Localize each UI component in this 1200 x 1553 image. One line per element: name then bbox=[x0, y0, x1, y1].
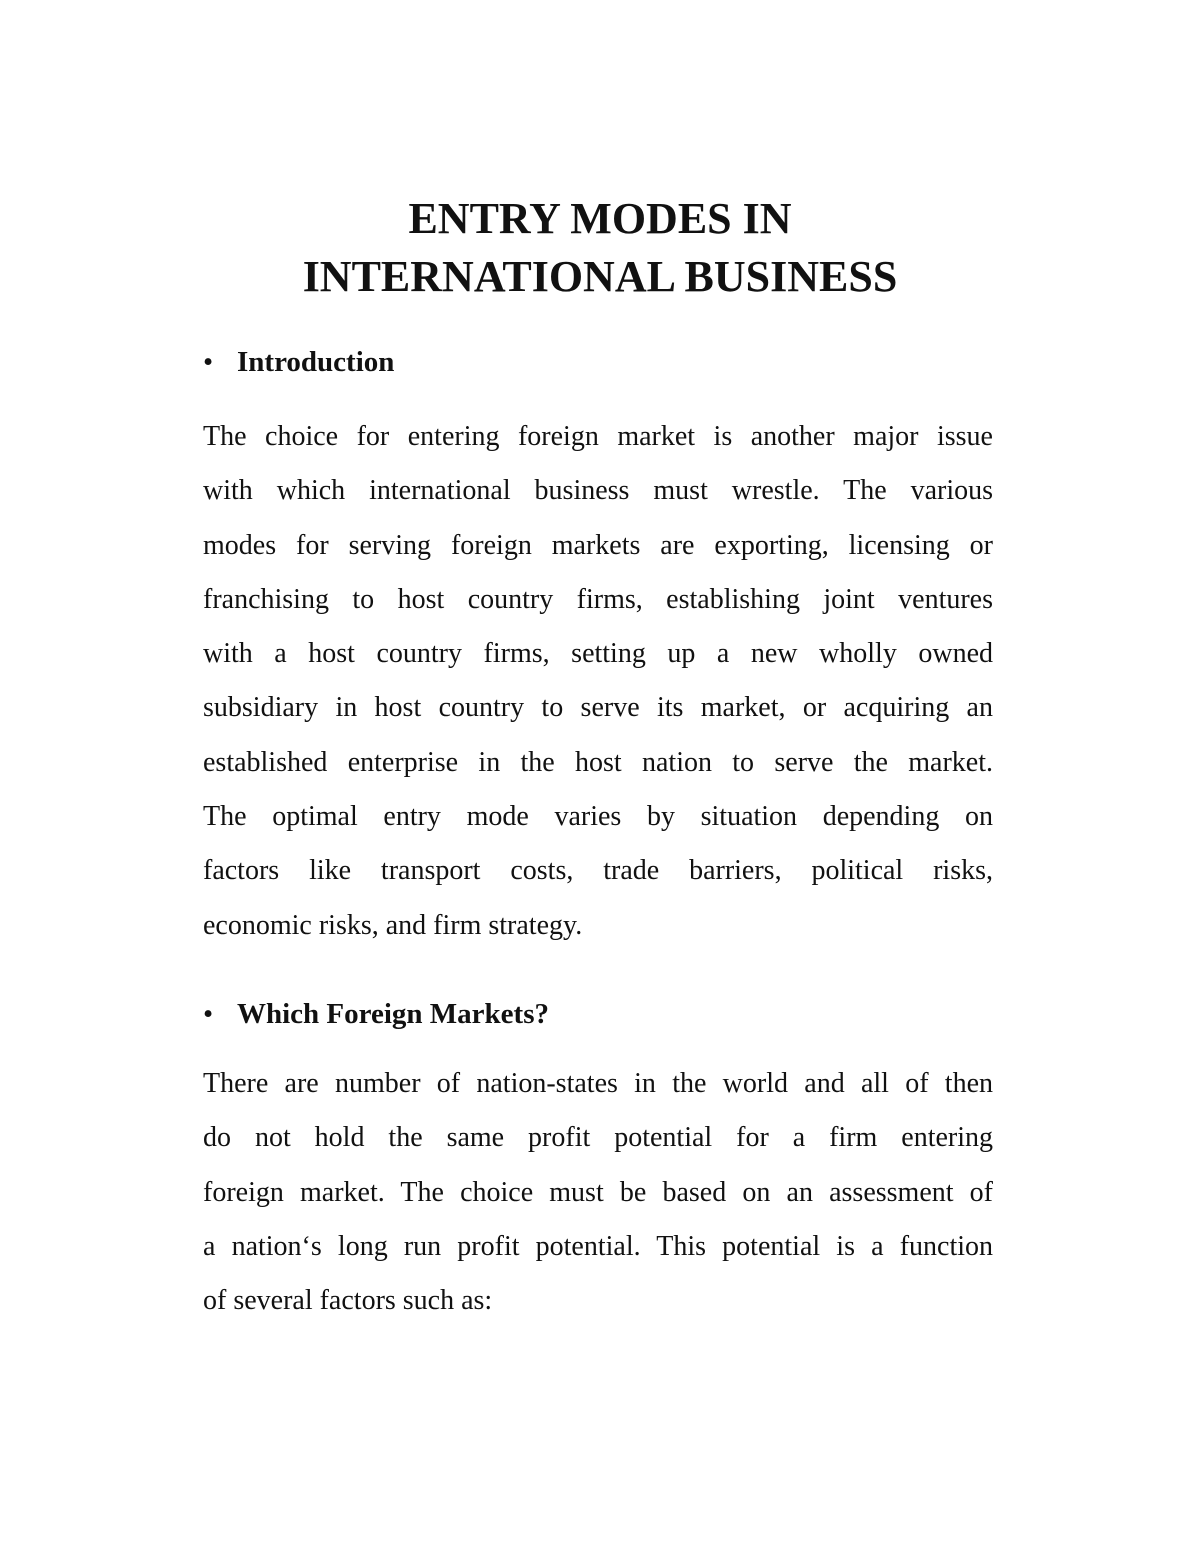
paragraph-line: modes for serving foreign markets are exporting, licensing or bbox=[203, 529, 993, 561]
section-heading-text: Which Foreign Markets? bbox=[237, 998, 549, 1030]
paragraph-line: factors like transport costs, trade barriers, political risks, bbox=[203, 855, 993, 887]
foreign-markets-paragraph bbox=[203, 1057, 993, 1328]
section-heading-introduction bbox=[203, 344, 394, 380]
paragraph-line: The optimal entry mode varies by situation depending on bbox=[203, 801, 993, 833]
bullet-icon: • bbox=[203, 346, 214, 378]
paragraph-line: economic risks, and firm strategy. bbox=[203, 909, 583, 941]
paragraph-line: do not hold the same profit potential for a firm entering bbox=[203, 1122, 993, 1154]
paragraph-line: subsidiary in host country to serve its market, or acquiring an bbox=[203, 692, 993, 724]
introduction-paragraph bbox=[203, 410, 993, 953]
paragraph-line: with a host country firms, setting up a new wholly owned bbox=[203, 638, 993, 670]
paragraph-line: with which international business must wrestle. The various bbox=[203, 475, 993, 507]
paragraph-line: The choice for entering foreign market is another major issue bbox=[203, 421, 993, 452]
title-line-2: INTERNATIONAL BUSINESS bbox=[302, 252, 898, 301]
paragraph-line: of several factors such as: bbox=[203, 1285, 493, 1317]
paragraph-line: There are number of nation-states in the world and all of then bbox=[203, 1068, 993, 1099]
paragraph-line: franchising to host country firms, establishing joint ventures bbox=[203, 583, 993, 615]
document-title bbox=[0, 190, 1200, 306]
paragraph-line: foreign market. The choice must be based on an assessment of bbox=[203, 1176, 993, 1208]
section-heading-text: Introduction bbox=[237, 346, 395, 378]
paragraph-line: a nation‘s long run profit potential. This potential is a function bbox=[203, 1230, 993, 1262]
section-heading-which-foreign-markets bbox=[203, 996, 549, 1032]
title-line-1: ENTRY MODES IN bbox=[408, 194, 792, 243]
bullet-icon: • bbox=[203, 998, 214, 1030]
paragraph-line: established enterprise in the host nation to serve the market. bbox=[203, 746, 993, 778]
